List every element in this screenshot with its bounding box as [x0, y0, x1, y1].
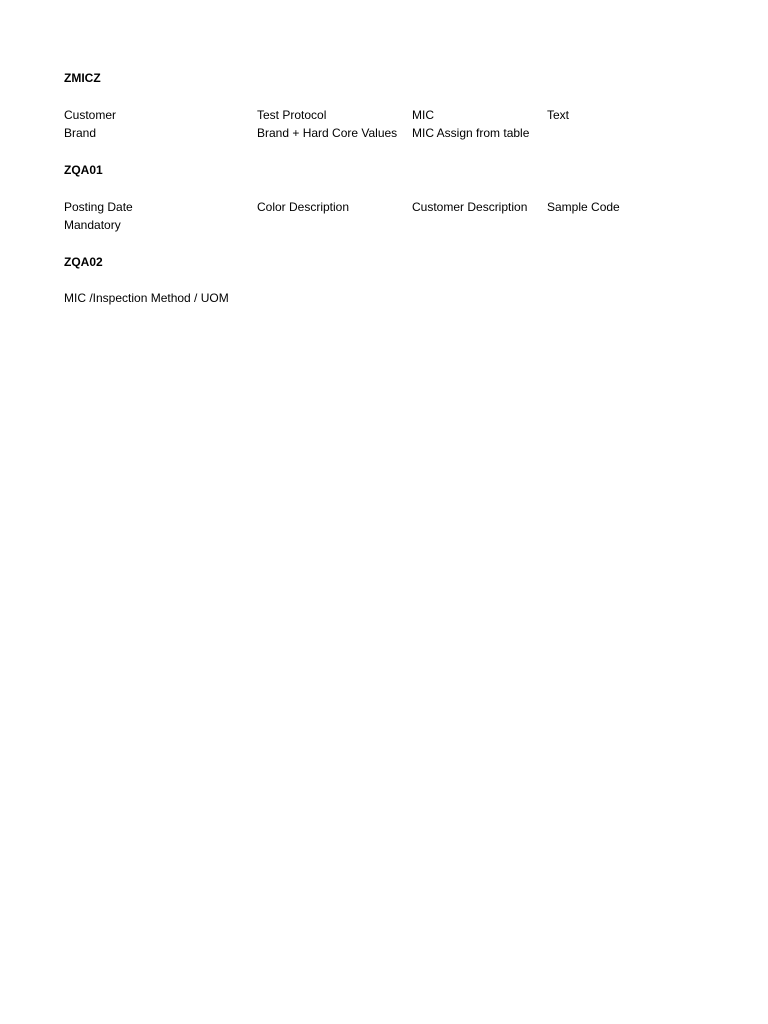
- table-cell: Sample Code: [547, 200, 620, 214]
- table-cell: Test Protocol: [257, 108, 327, 122]
- table-cell: Posting Date: [64, 200, 133, 214]
- table-cell: Text: [547, 108, 570, 122]
- table-cell: Mandatory: [64, 218, 121, 232]
- table-cell: MIC /Inspection Method / UOM: [64, 291, 229, 305]
- table-cell: Brand: [64, 126, 97, 140]
- section-heading-zmicz: ZMICZ: [64, 71, 101, 85]
- table-cell: Color Description: [257, 200, 350, 214]
- table-cell: Customer Description: [412, 200, 528, 214]
- table-cell: Brand + Hard Core Values: [257, 126, 398, 140]
- table-cell: Customer: [64, 108, 117, 122]
- section-heading-zqa02: ZQA02: [64, 255, 103, 269]
- table-cell: MIC: [412, 108, 434, 122]
- section-heading-zqa01: ZQA01: [64, 163, 103, 177]
- table-cell: MIC Assign from table: [412, 126, 530, 140]
